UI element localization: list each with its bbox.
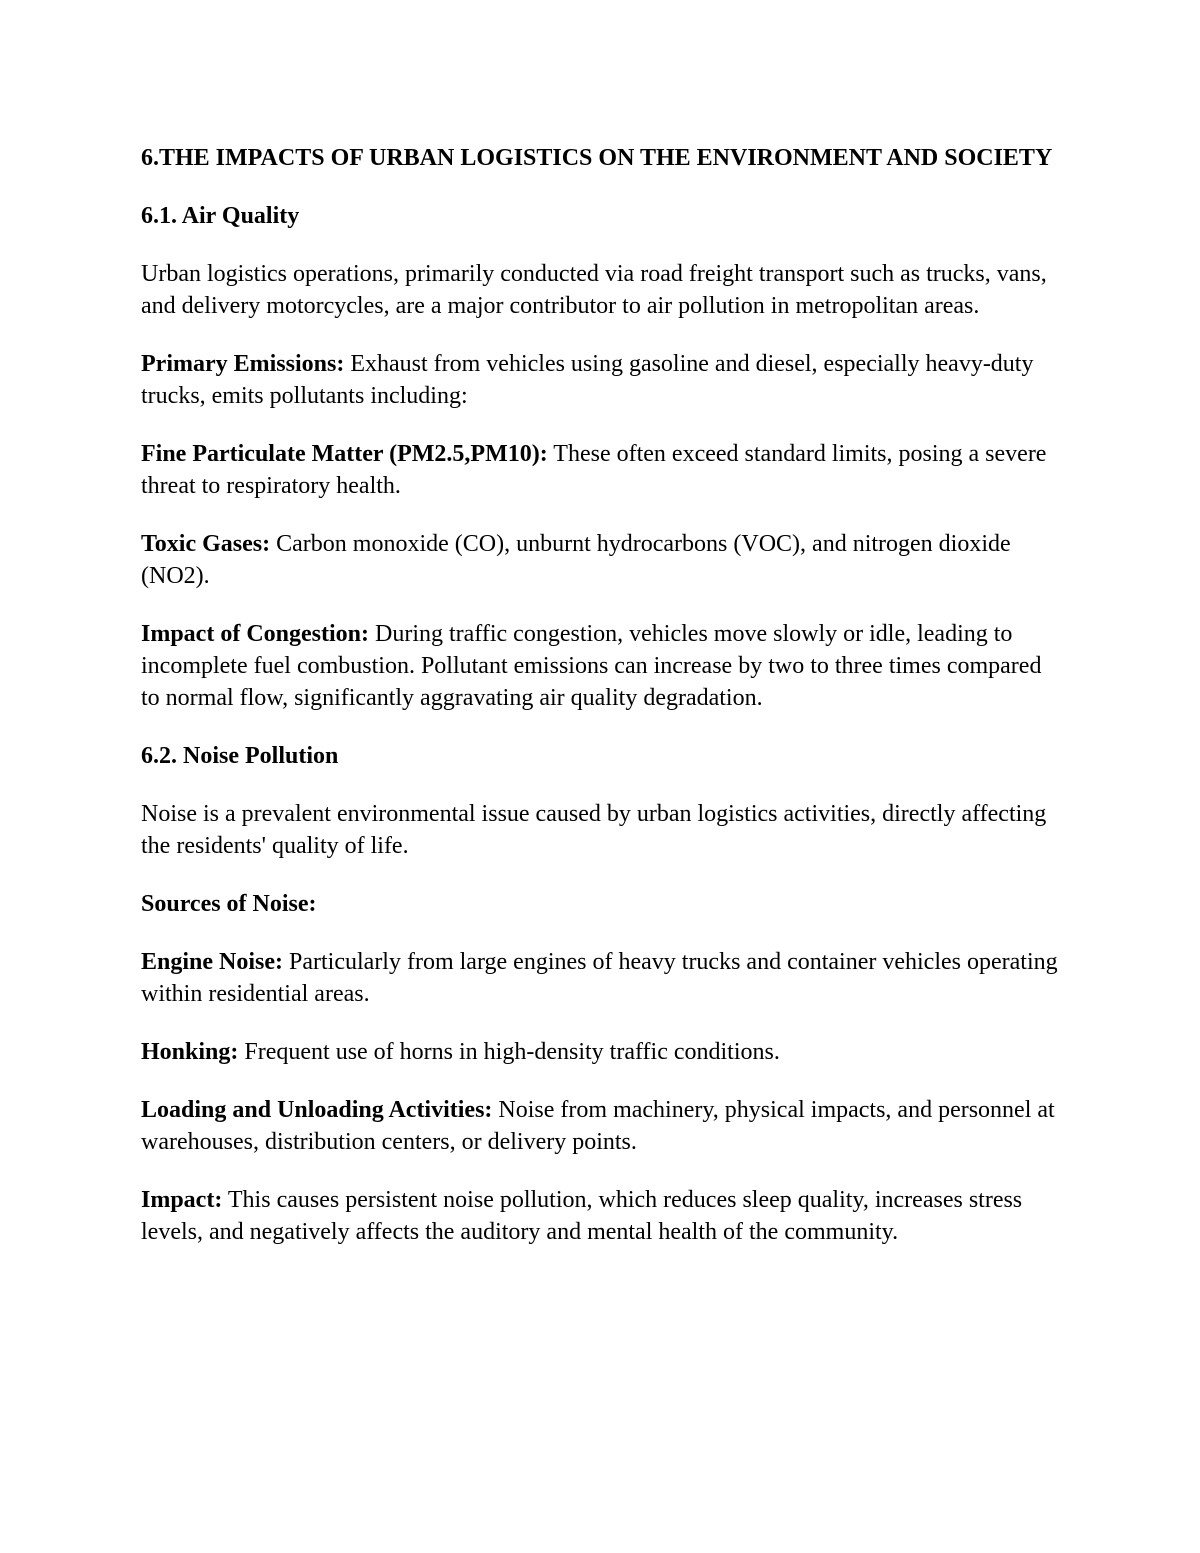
honking-text: Frequent use of horns in high-density traffic conditions. bbox=[238, 1039, 780, 1065]
toxic-gases-term: Toxic Gases: bbox=[141, 531, 271, 557]
impact-paragraph bbox=[141, 1184, 1061, 1248]
engine-noise-text: Particularly from large engines of heavy trucks and container vehicles operating within residential areas. bbox=[141, 949, 1058, 1007]
toxic-gases-paragraph bbox=[141, 528, 1061, 592]
loading-term: Loading and Unloading Activities: bbox=[141, 1097, 493, 1123]
document-title: 6.THE IMPACTS OF URBAN LOGISTICS ON THE ENVIRONMENT AND SOCIETY bbox=[141, 145, 1053, 171]
section-heading-air-quality: 6.1. Air Quality bbox=[141, 203, 300, 229]
document-body bbox=[141, 142, 1061, 1274]
engine-noise-term: Engine Noise: bbox=[141, 949, 284, 975]
section-heading-noise-pollution: 6.2. Noise Pollution bbox=[141, 743, 339, 769]
noise-intro: Noise is a prevalent environmental issue caused by urban logistics activities, directly affecting the residents' quality of life. bbox=[141, 801, 1047, 859]
congestion-text: During traffic congestion, vehicles move slowly or idle, leading to incomplete fuel combustion. Pollutant emissions can increase by two to three times compared to normal flow, significantly aggravating air quality degradation. bbox=[141, 621, 1042, 711]
honking-term: Honking: bbox=[141, 1039, 239, 1065]
primary-emissions-term: Primary Emissions: bbox=[141, 351, 345, 377]
fine-particulate-text: These often exceed standard limits, posing a severe threat to respiratory health. bbox=[141, 441, 1047, 499]
fine-particulate-paragraph bbox=[141, 438, 1061, 502]
loading-paragraph bbox=[141, 1094, 1061, 1158]
engine-noise-paragraph bbox=[141, 946, 1061, 1010]
air-quality-intro: Urban logistics operations, primarily conducted via road freight transport such as trucks, vans, and delivery motorcycles, are a major contributor to air pollution in metropolitan areas. bbox=[141, 261, 1047, 319]
congestion-paragraph bbox=[141, 618, 1061, 714]
impact-text: This causes persistent noise pollution, which reduces sleep quality, increases stress levels, and negatively affects the auditory and mental health of the community. bbox=[141, 1187, 1023, 1245]
impact-term: Impact: bbox=[141, 1187, 223, 1213]
sources-of-noise-heading: Sources of Noise: bbox=[141, 891, 317, 917]
congestion-term: Impact of Congestion: bbox=[141, 621, 369, 647]
loading-text: Noise from machinery, physical impacts, and personnel at warehouses, distribution centers, or delivery points. bbox=[141, 1097, 1055, 1155]
primary-emissions-text: Exhaust from vehicles using gasoline and diesel, especially heavy-duty trucks, emits pollutants including: bbox=[141, 351, 1034, 409]
toxic-gases-text: Carbon monoxide (CO), unburnt hydrocarbons (VOC), and nitrogen dioxide (NO2). bbox=[141, 531, 1011, 589]
fine-particulate-term: Fine Particulate Matter (PM2.5,PM10): bbox=[141, 441, 548, 467]
honking-paragraph bbox=[141, 1036, 1061, 1068]
primary-emissions-paragraph bbox=[141, 348, 1061, 412]
